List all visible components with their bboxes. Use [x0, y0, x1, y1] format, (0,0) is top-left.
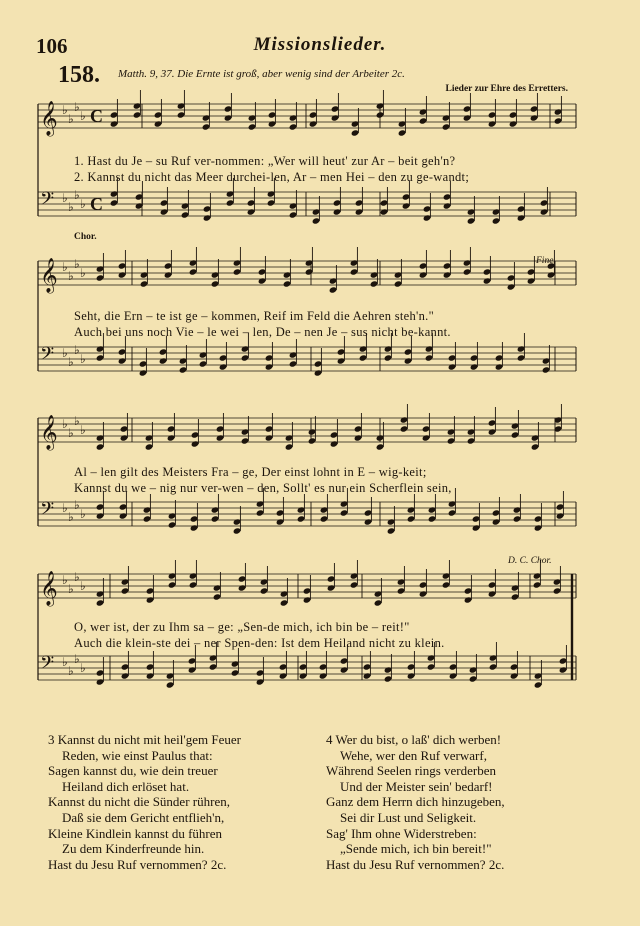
page-number: 106 — [36, 34, 68, 58]
bass-clef-icon: 𝄢 — [40, 189, 55, 214]
flat-icon: ♭ — [62, 655, 68, 669]
flat-icon: ♭ — [62, 501, 68, 515]
lyric-line: Al – len gilt des Meisters Fra – ge, Der einst lohnt in E – wig-keit; — [74, 465, 427, 479]
flat-icon: ♭ — [68, 664, 74, 678]
flat-icon: ♭ — [62, 417, 68, 431]
treble-clef-icon: 𝄞 — [40, 571, 58, 606]
common-time-icon: C — [90, 106, 103, 126]
stanza-line: Reden, wie einst Paulus that: — [62, 747, 213, 763]
flat-icon: ♭ — [62, 103, 68, 117]
flat-icon: ♭ — [62, 260, 68, 274]
stanza-line: 3 Kannst du nicht mit heil'gem Feuer — [48, 732, 241, 747]
stanza-line: „Sende mich, ich bin bereit!" — [340, 841, 492, 857]
stanza-line: Sagen kannst du, wie dein treuer — [48, 763, 218, 779]
lyric-line: 2. Kannst du nicht das Meer durchei-len, Ar – men Hei – den zu ge-wandt; — [74, 170, 470, 184]
fine-label: Fine. — [536, 256, 556, 266]
flat-icon: ♭ — [74, 257, 80, 271]
lyric-line: O, wer ist, der zu Ihm sa – ge: „Sen-de mich, ich bin be – reit!" — [74, 620, 410, 634]
flat-icon: ♭ — [68, 112, 74, 126]
flat-icon: ♭ — [62, 191, 68, 205]
flat-icon: ♭ — [74, 498, 80, 512]
stanza-line: Daß sie dem Gericht entflieh'n, — [62, 809, 225, 825]
flat-icon: ♭ — [74, 100, 80, 114]
flat-icon: ♭ — [68, 269, 74, 283]
stanza-line: Ganz dem Herrn dich hinzugeben, — [326, 794, 505, 810]
flat-icon: ♭ — [74, 188, 80, 202]
hymn-number: 158. — [58, 62, 100, 88]
flat-icon: ♭ — [80, 423, 86, 437]
stanza-line: Sag' Ihm ohne Widerstreben: — [326, 825, 477, 841]
lyric-line: Auch die klein-ste dei – ner Spen-den: Ist dem Heiland nicht zu klein. — [74, 636, 445, 650]
flat-icon: ♭ — [68, 200, 74, 214]
stanza-4 — [326, 732, 505, 872]
bass-clef-icon: 𝄢 — [40, 499, 55, 524]
flat-icon: ♭ — [74, 414, 80, 428]
bass-clef-icon: 𝄢 — [40, 344, 55, 369]
flat-icon: ♭ — [68, 582, 74, 596]
stanza-line: Kleine Kindlein kannst du führen — [48, 825, 223, 841]
stanza-line: Heiland dich erlöset hat. — [62, 778, 190, 794]
flat-icon: ♭ — [68, 426, 74, 440]
flat-icon: ♭ — [80, 579, 86, 593]
lyric-line: 1. Hast du Je – su Ruf ver-nommen: „Wer will heut' zur Ar – beit geh'n? — [74, 154, 456, 168]
flat-icon: ♭ — [74, 570, 80, 584]
treble-clef-icon: 𝄞 — [40, 258, 58, 293]
stanza-line: Sei dir Lust und Seligkeit. — [340, 809, 477, 825]
flat-icon: ♭ — [74, 343, 80, 357]
stanza-line: Zu dem Kinderfreunde hin. — [62, 841, 205, 857]
flat-icon: ♭ — [62, 573, 68, 587]
flat-icon: ♭ — [80, 661, 86, 675]
lyric-line: Seht, die Ern – te ist ge – kommen, Reif im Feld die Aehren steh'n." — [74, 309, 434, 323]
stanza-line: Während Seelen rings verderben — [326, 763, 497, 779]
lyric-line: Kannst du we – nig nur ver-wen – den, Sollt' es nur ein Scherflein sein, — [74, 481, 452, 495]
flat-icon: ♭ — [74, 652, 80, 666]
flat-icon: ♭ — [68, 355, 74, 369]
dc-label: D. C. Chor. — [508, 556, 552, 566]
lyric-line: Auch bei uns noch Vie – le wei – len, De – nen Je – sus nicht be-kannt. — [74, 325, 451, 339]
flat-icon: ♭ — [80, 109, 86, 123]
stanza-line: Kannst du nicht die Sünder rühren, — [48, 794, 230, 810]
flat-icon: ♭ — [80, 197, 86, 211]
stanza-line: Hast du Jesu Ruf vernommen? 2c. — [48, 856, 227, 872]
treble-clef-icon: 𝄞 — [40, 101, 58, 136]
bass-clef-icon: 𝄢 — [40, 653, 55, 678]
common-time-icon: C — [90, 194, 103, 214]
flat-icon: ♭ — [80, 507, 86, 521]
stanza-line: Hast du Jesu Ruf vernommen? 2c. — [326, 856, 505, 872]
stanza-3 — [48, 732, 241, 872]
flat-icon: ♭ — [80, 352, 86, 366]
flat-icon: ♭ — [62, 346, 68, 360]
scripture-reference: Matth. 9, 37. Die Ernte ist groß, aber wenig sind der Arbeiter 2c. — [118, 68, 405, 80]
section-title: Missionslieder. — [253, 34, 387, 55]
treble-clef-icon: 𝄞 — [40, 415, 58, 450]
stanza-line: Wehe, wer den Ruf verwarf, — [340, 747, 487, 763]
melody-credit: Lieder zur Ehre des Erretters. — [445, 84, 568, 94]
stanza-line: 4 Wer du bist, o laß' dich werben! — [326, 732, 502, 747]
flat-icon: ♭ — [80, 266, 86, 280]
chor-label: Chor. — [74, 232, 97, 242]
stanza-line: Und der Meister sein' bedarf! — [340, 778, 493, 794]
flat-icon: ♭ — [68, 510, 74, 524]
